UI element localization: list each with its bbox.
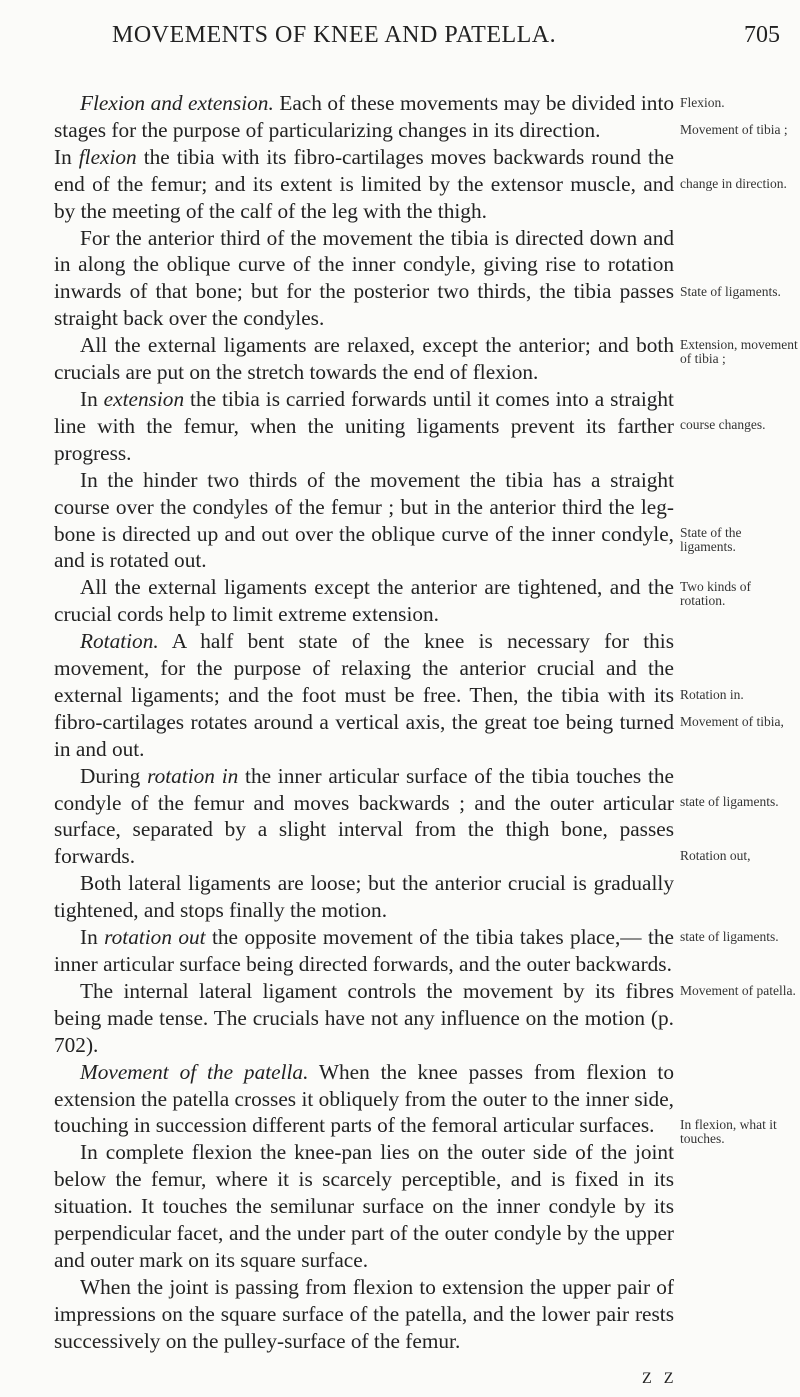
margin-note: Extension, movement of tibia ; (680, 337, 798, 366)
running-head: MOVEMENTS OF KNEE AND PATELLA. (112, 22, 557, 48)
paragraph: In extension the tibia is carried forwards until it comes into a straight line with the femur, when the uniting ligaments prevent its farther progress. (54, 386, 674, 465)
margin-note: In flexion, what it touches. (680, 1117, 777, 1146)
margin-note: State of the ligaments. (680, 525, 742, 554)
paragraph: Both lateral ligaments are loose; but the anterior crucial is gradually tightened, and stops finally the motion. (54, 871, 674, 923)
margin-note: change in direction. (680, 176, 787, 191)
paragraph: In the hinder two thirds of the movement the tibia has a straight course over the condyles of the femur ; but in the anterior third the leg-bone is directed up and out over the oblique curve of the inner condyle, and is rotated out. (54, 467, 674, 573)
paragraph: Movement of the patella. When the knee passes from flexion to extension the patella crosses it obliquely from the outer to the inner side, touching in succession different parts of the femoral articular surfaces. (54, 1059, 674, 1138)
body-text (54, 90, 674, 1355)
paragraph: Flexion and extension. Each of these movements may be divided into stages for the purpose of particularizing changes in its direction. (54, 91, 675, 142)
page-number: 705 (744, 22, 780, 48)
paragraph: During rotation in the inner articular surface of the tibia touches the condyle of the femur and moves backwards ; and the outer articular surface, separated by a slight interval from the thigh bone, passes forwards. (54, 763, 674, 869)
paragraph: All the external ligaments are relaxed, except the anterior; and both crucials are put on the stretch towards the end of flexion. (54, 333, 674, 385)
signature-mark: Z Z (642, 1370, 678, 1387)
paragraph: In rotation out the opposite movement of the tibia takes place,— the inner articular surface being directed forwards, and the outer backwards. (54, 925, 674, 976)
margin-note: Flexion. (680, 95, 725, 110)
margin-note: Movement of tibia ; (680, 122, 788, 137)
margin-note: state of ligaments. (680, 929, 779, 944)
margin-note: state of ligaments. (680, 794, 779, 809)
margin-note: Rotation in. (680, 687, 744, 702)
paragraph: When the joint is passing from flexion to extension the upper pair of impressions on the square surface of the patella, and the lower pair rests successively on the pulley-surface of the femur. (54, 1274, 674, 1353)
paragraph: In flexion the tibia with its fibro-cartilages moves backwards round the end of the femur; and its extent is limited by the extensor muscle, and by the meeting of the calf of the leg with the thigh. (54, 144, 674, 223)
paragraph: Rotation. A half bent state of the knee is necessary for this movement, for the purpose of relaxing the anterior crucial and the external ligaments; and the foot must be free. Then, the tibia with its fibro-cartilages rotates around a vertical axis, the great toe being turned in and out. (54, 629, 674, 761)
paragraph: All the external ligaments except the anterior are tightened, and the crucial cords help to limit extreme extension. (54, 575, 674, 627)
margin-note: Two kinds of rotation. (680, 579, 752, 608)
margin-note: State of ligaments. (680, 284, 781, 299)
margin-note: Movement of patella. (680, 983, 796, 998)
margin-note: course changes. (680, 417, 766, 432)
paragraph: For the anterior third of the movement the tibia is directed down and in along the oblique curve of the inner condyle, giving rise to rotation inwards of that bone; but for the posterior two thirds, the tibia passes straight back over the condyles. (54, 225, 674, 331)
margin-note: Movement of tibia, (680, 714, 784, 729)
margin-note: Rotation out, (680, 848, 751, 863)
page-header (0, 22, 800, 52)
paragraph: In complete flexion the knee-pan lies on the outer side of the joint below the femur, where it is scarcely perceptible, and is fixed in its situation. It touches the semilunar surface on the inner condyle by its perpendicular facet, and the under part of the outer condyle by the upper and outer mark on its square surface. (54, 1140, 674, 1272)
paragraph: The internal lateral ligament controls the movement by its fibres being made tense. The crucials have not any influence on the motion (p. 702). (54, 978, 674, 1057)
